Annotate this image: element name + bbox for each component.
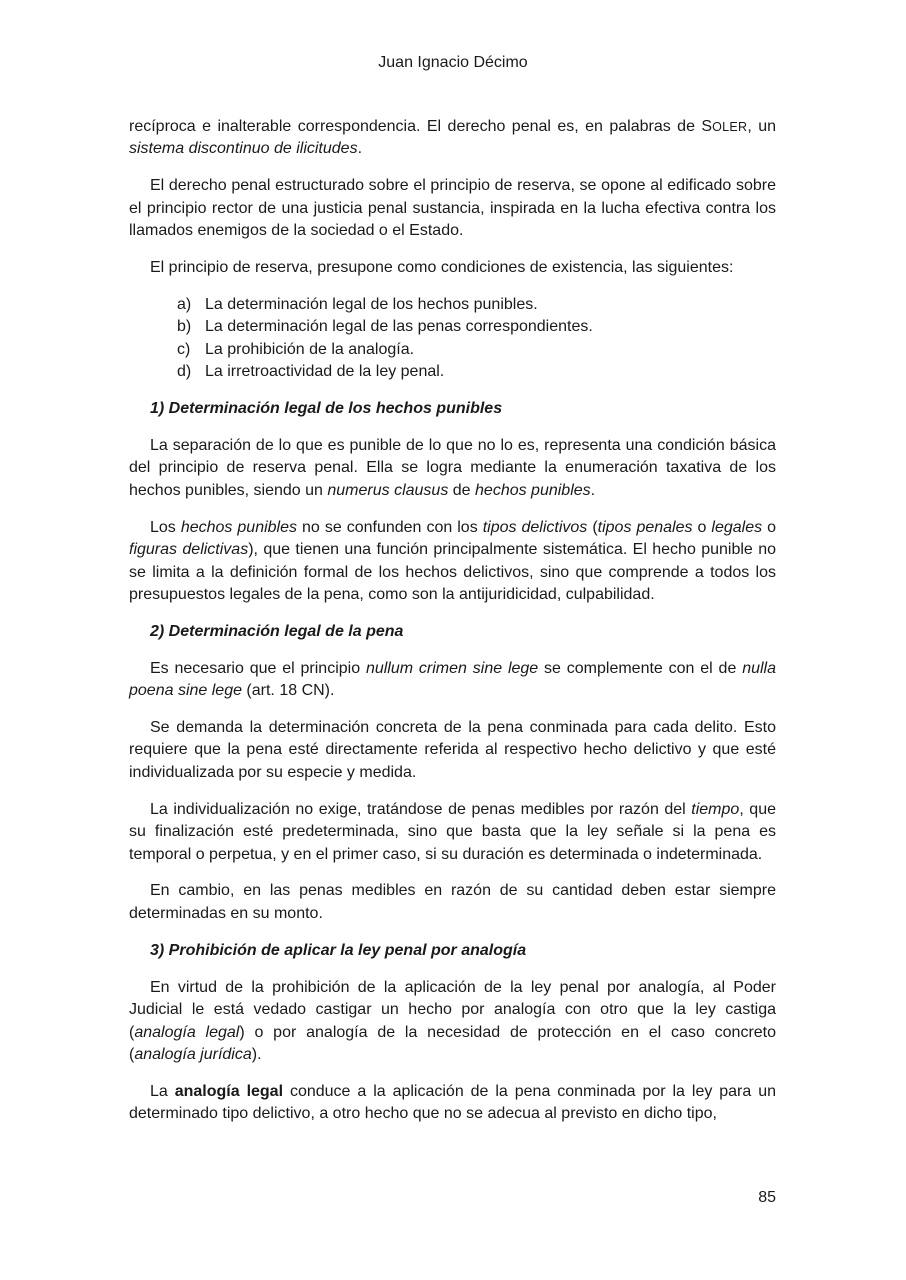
text-run: , un: [747, 118, 776, 135]
text-run: (art. 18 CN).: [241, 682, 335, 700]
text-run: Es necesario que el principio: [150, 659, 366, 677]
italic-term: figuras delictivas: [129, 541, 249, 559]
list-item: [177, 294, 776, 316]
section-heading-3: 3) Prohibición de aplicar la ley penal por analogía: [150, 941, 527, 959]
list-marker: d): [177, 363, 192, 381]
text-run: (: [587, 518, 598, 536]
list-marker: a): [177, 295, 192, 313]
list-item-text: La determinación legal de los hechos punibles.: [205, 295, 538, 313]
italic-term: hechos punibles: [475, 481, 591, 499]
text-run: ).: [251, 1045, 262, 1063]
bold-term: analogía legal: [174, 1082, 284, 1100]
italic-term: nulla poena sine lege: [129, 659, 777, 700]
page-number: 85: [758, 1189, 776, 1206]
list-item-text: La determinación legal de las penas correspondientes.: [205, 318, 593, 336]
text-run: o: [692, 518, 712, 536]
text-run: .: [590, 481, 596, 499]
text-run: En virtud de la prohibición de la aplicación de la ley penal por analogía, al Poder Judicial le está vedado castigar un hecho por analogía con otro que la ley castiga (: [129, 978, 776, 1041]
list-item: [177, 316, 776, 338]
paragraph-5: [129, 517, 776, 607]
text-run: La separación de lo que es punible de lo que no lo es, representa una condición básica del principio de reserva penal. Ella se logra mediante la enumeración taxativa de los hechos punibles, siendo un: [129, 436, 776, 499]
paragraph-8: [129, 799, 776, 866]
text-run: recíproca e inalterable correspondencia. El derecho penal es, en palabras de: [129, 118, 702, 135]
text-run: no se confunden con los: [297, 518, 483, 536]
author-name-initial: S: [701, 118, 713, 135]
paragraph-10: [129, 977, 776, 1067]
italic-term: nullum crimen sine lege: [365, 659, 539, 677]
list-marker: b): [177, 318, 192, 336]
text-run: de: [448, 481, 476, 499]
text-run: Los: [150, 518, 181, 536]
page-body: [129, 116, 776, 1140]
list-item-text: La irretroactividad de la ley penal.: [205, 363, 445, 381]
text-run: ) o por analogía de la necesidad de protección en el caso concreto (: [129, 1023, 777, 1063]
text-run: o: [762, 518, 777, 536]
italic-term: analogía jurídica: [134, 1045, 252, 1063]
section-heading-2: 2) Determinación legal de la pena: [150, 622, 404, 640]
section-heading-1: 1) Determinación legal de los hechos punibles: [150, 400, 503, 418]
text-run: La: [150, 1082, 175, 1100]
italic-term: tipos delictivos: [482, 518, 588, 536]
text-run: .: [357, 140, 363, 158]
italic-term: hechos punibles: [180, 518, 298, 536]
paragraph-6: [129, 658, 776, 703]
paragraph-1: [129, 116, 776, 161]
italic-term: legales: [711, 518, 763, 536]
running-header: Juan Ignacio Décimo: [378, 54, 528, 71]
author-name-smallcaps: OLER: [712, 120, 748, 134]
list-item-text: La prohibición de la analogía.: [205, 340, 415, 358]
list-item: [177, 361, 776, 383]
italic-term: numerus clausus: [327, 481, 449, 499]
paragraph-7: Se demanda la determinación concreta de la pena conminada para cada delito. Esto requiere que la pena esté directamente referida al respectivo hecho delictivo y que esté individualizada por su especie y medida.: [129, 719, 776, 781]
conditions-list: [129, 294, 776, 384]
paragraph-3: El principio de reserva, presupone como condiciones de existencia, las siguientes:: [150, 259, 734, 277]
list-marker: c): [177, 340, 191, 358]
italic-term: analogía legal: [134, 1023, 240, 1041]
paragraph-4: [129, 435, 776, 502]
list-item: [177, 339, 776, 361]
paragraph-2: El derecho penal estructurado sobre el principio de reserva, se opone al edificado sobre el principio rector de una justicia penal sustancia, inspirada en la lucha efectiva contra los llamados enemigos de la sociedad o el Estado.: [129, 177, 776, 240]
text-run: La individualización no exige, tratándose de penas medibles por razón del: [150, 800, 692, 818]
italic-term: tipos penales: [597, 518, 693, 536]
italic-term: tiempo: [691, 800, 740, 818]
text-run: ), que tienen una función principalmente sistemática. El hecho punible no se limita a la definición formal de los hechos delictivos, sino que comprende a todos los presupuestos legales de la pena, como son la antijuridicidad, culpabilidad.: [129, 541, 776, 603]
text-run: se complemente con el de: [538, 659, 743, 677]
italic-term: sistema discontinuo de ilicitudes: [129, 140, 358, 158]
text-run: , que su finalización esté predeterminada, sino que basta que la ley señale si la pena es temporal o perpetua, y en el primer caso, si su duración es determinada o indeterminada.: [129, 800, 776, 863]
paragraph-9: En cambio, en las penas medibles en razón de su cantidad deben estar siempre determinadas en su monto.: [129, 882, 776, 922]
text-run: conduce a la aplicación de la pena conminada por la ley para un determinado tipo delictivo, a otro hecho que no se adecua al previsto en dicho tipo,: [129, 1082, 777, 1123]
paragraph-11: [129, 1081, 776, 1126]
